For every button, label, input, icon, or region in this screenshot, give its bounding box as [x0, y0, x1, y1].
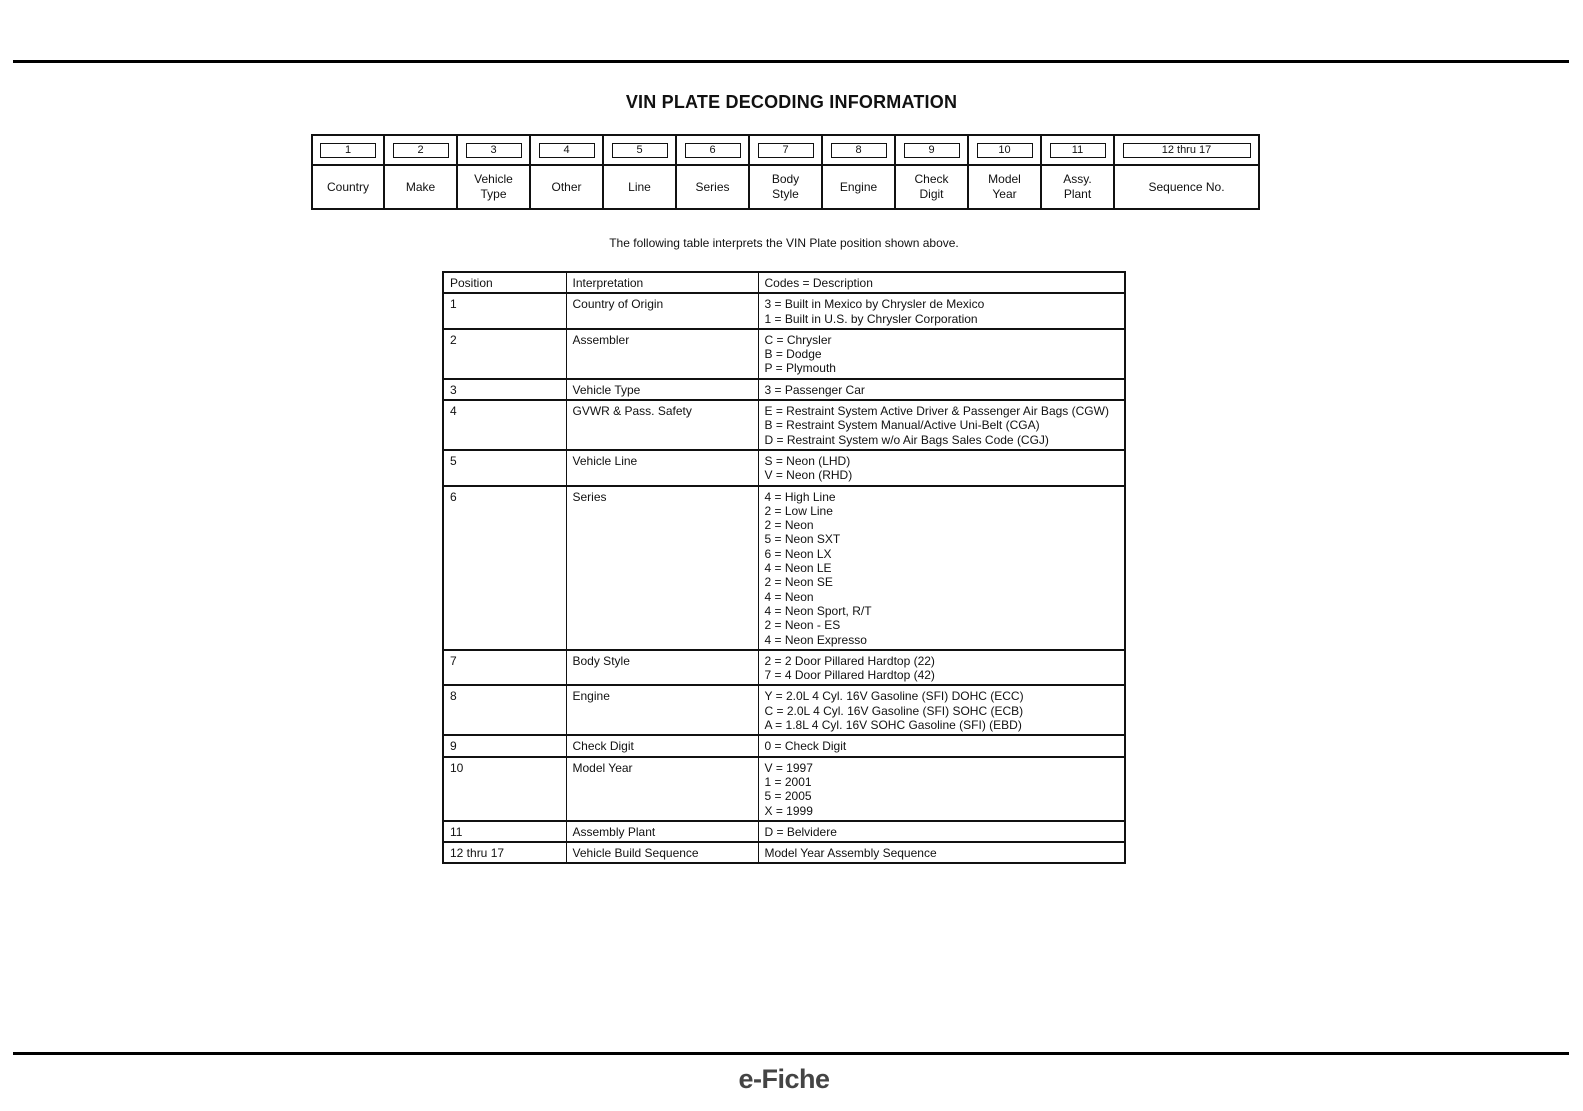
codes-cell: C = Chrysler B = Dodge P = Plymouth: [758, 329, 1125, 379]
vin-position-number: 6: [685, 143, 741, 158]
position-cell: 6: [443, 486, 566, 650]
codes-cell: 3 = Built in Mexico by Chrysler de Mexico 1 = Built in U.S. by Chrysler Corporation: [758, 293, 1125, 329]
vin-position-number: 5: [612, 143, 668, 158]
position-cell: 11: [443, 821, 566, 842]
vin-label-row: [312, 165, 1259, 209]
codes-cell: S = Neon (LHD) V = Neon (RHD): [758, 450, 1125, 486]
table-row: [443, 821, 1125, 842]
table-row: [443, 293, 1125, 329]
position-cell: 9: [443, 735, 566, 756]
vin-position-row: [312, 135, 1259, 165]
vin-position-cell: [895, 135, 968, 165]
interpretation-cell: Body Style: [566, 650, 758, 686]
vin-label-cell: [1041, 165, 1114, 209]
vin-label-cell: [822, 165, 895, 209]
vin-position-label: Make: [405, 179, 436, 194]
vin-position-label: Line: [628, 179, 651, 194]
codes-cell: 2 = 2 Door Pillared Hardtop (22) 7 = 4 Door Pillared Hardtop (42): [758, 650, 1125, 686]
vin-position-cell: [530, 135, 603, 165]
vin-position-label: Assy. Plant: [1063, 172, 1092, 201]
table-row: [443, 735, 1125, 756]
vin-position-cell: [1114, 135, 1259, 165]
vin-position-cell: [603, 135, 676, 165]
vin-position-number: 11: [1050, 143, 1106, 158]
vin-label-cell: [312, 165, 384, 209]
vin-label-cell: [384, 165, 457, 209]
interpretation-cell: Vehicle Build Sequence: [566, 842, 758, 863]
position-cell: 8: [443, 685, 566, 735]
vin-position-cell: [312, 135, 384, 165]
interpretation-cell: Vehicle Type: [566, 379, 758, 400]
vin-position-number: 10: [977, 143, 1033, 158]
vin-position-cell: [676, 135, 749, 165]
vin-plate-diagram: [311, 134, 1260, 210]
codes-cell: D = Belvidere: [758, 821, 1125, 842]
vin-position-number: 7: [758, 143, 814, 158]
vin-position-number: 9: [904, 143, 960, 158]
position-cell: 3: [443, 379, 566, 400]
vin-label-cell: [676, 165, 749, 209]
vin-label-cell: [530, 165, 603, 209]
e-fiche-logo: e-Fiche: [738, 1064, 830, 1094]
interpretation-cell: Series: [566, 486, 758, 650]
interpretation-cell: Model Year: [566, 757, 758, 821]
vin-position-label: Check Digit: [914, 172, 949, 201]
vin-position-label: Other: [551, 179, 582, 194]
codes-cell: E = Restraint System Active Driver & Passenger Air Bags (CGW) B = Restraint System Manual/Active Uni-Belt (CGA) D = Restraint System w/o Air Bags Sales Code (CGJ): [758, 400, 1125, 450]
vin-position-cell: [384, 135, 457, 165]
position-cell: 10: [443, 757, 566, 821]
codes-cell: Model Year Assembly Sequence: [758, 842, 1125, 863]
table-row: [443, 650, 1125, 686]
interpretation-cell: Engine: [566, 685, 758, 735]
column-header-interpretation: Interpretation: [566, 272, 758, 293]
table-row: [443, 379, 1125, 400]
table-row: [443, 329, 1125, 379]
table-row: [443, 685, 1125, 735]
vin-position-cell: [968, 135, 1041, 165]
interpretation-cell: Assembly Plant: [566, 821, 758, 842]
vin-label-cell: [749, 165, 822, 209]
bottom-rule: [13, 1052, 1569, 1055]
position-cell: 7: [443, 650, 566, 686]
position-cell: 2: [443, 329, 566, 379]
interpretation-cell: GVWR & Pass. Safety: [566, 400, 758, 450]
vin-position-number: 4: [539, 143, 595, 158]
vin-label-cell: [603, 165, 676, 209]
position-cell: 12 thru 17: [443, 842, 566, 863]
codes-cell: V = 1997 1 = 2001 5 = 2005 X = 1999: [758, 757, 1125, 821]
decoding-table: [442, 271, 1126, 864]
vin-position-number: 3: [466, 143, 522, 158]
codes-cell: 4 = High Line 2 = Low Line 2 = Neon 5 = Neon SXT 6 = Neon LX 4 = Neon LE 2 = Neon SE 4 = Neon 4 = Neon Sport, R/T 2 = Neon - ES 4 = Neon Expresso: [758, 486, 1125, 650]
vin-position-number: 2: [393, 143, 449, 158]
table-row: [443, 450, 1125, 486]
vin-position-label: Country: [326, 179, 370, 194]
vin-label-cell: [1114, 165, 1259, 209]
vin-position-cell: [457, 135, 530, 165]
codes-cell: Y = 2.0L 4 Cyl. 16V Gasoline (SFI) DOHC (ECC) C = 2.0L 4 Cyl. 16V Gasoline (SFI) SOHC (ECB) A = 1.8L 4 Cyl. 16V SOHC Gasoline (SFI) (EBD): [758, 685, 1125, 735]
vin-position-cell: [1041, 135, 1114, 165]
vin-position-label: Engine: [839, 179, 878, 194]
vin-position-number: 12 thru 17: [1123, 143, 1251, 158]
position-cell: 1: [443, 293, 566, 329]
vin-position-label: Series: [695, 179, 730, 194]
vin-position-label: Sequence No.: [1148, 179, 1225, 194]
vin-position-label: Body Style: [771, 172, 800, 201]
vin-label-cell: [895, 165, 968, 209]
intro-text: The following table interprets the VIN Plate position shown above.: [609, 236, 959, 250]
table-header-row: [443, 272, 1125, 293]
vin-label-cell: [968, 165, 1041, 209]
position-cell: 4: [443, 400, 566, 450]
table-row: [443, 400, 1125, 450]
vin-position-cell: [822, 135, 895, 165]
vin-label-cell: [457, 165, 530, 209]
vin-position-number: 8: [831, 143, 887, 158]
interpretation-cell: Assembler: [566, 329, 758, 379]
codes-cell: 3 = Passenger Car: [758, 379, 1125, 400]
column-header-position: Position: [443, 272, 566, 293]
codes-cell: 0 = Check Digit: [758, 735, 1125, 756]
table-row: [443, 757, 1125, 821]
vin-position-label: Model Year: [988, 172, 1021, 201]
top-rule: [13, 60, 1569, 63]
interpretation-cell: Vehicle Line: [566, 450, 758, 486]
interpretation-cell: Country of Origin: [566, 293, 758, 329]
column-header-codes: Codes = Description: [758, 272, 1125, 293]
vin-position-cell: [749, 135, 822, 165]
position-cell: 5: [443, 450, 566, 486]
vin-position-number: 1: [320, 143, 376, 158]
interpretation-cell: Check Digit: [566, 735, 758, 756]
table-row: [443, 842, 1125, 863]
vin-position-label: Vehicle Type: [474, 172, 513, 201]
table-row: [443, 486, 1125, 650]
page-title: VIN PLATE DECODING INFORMATION: [625, 92, 958, 112]
